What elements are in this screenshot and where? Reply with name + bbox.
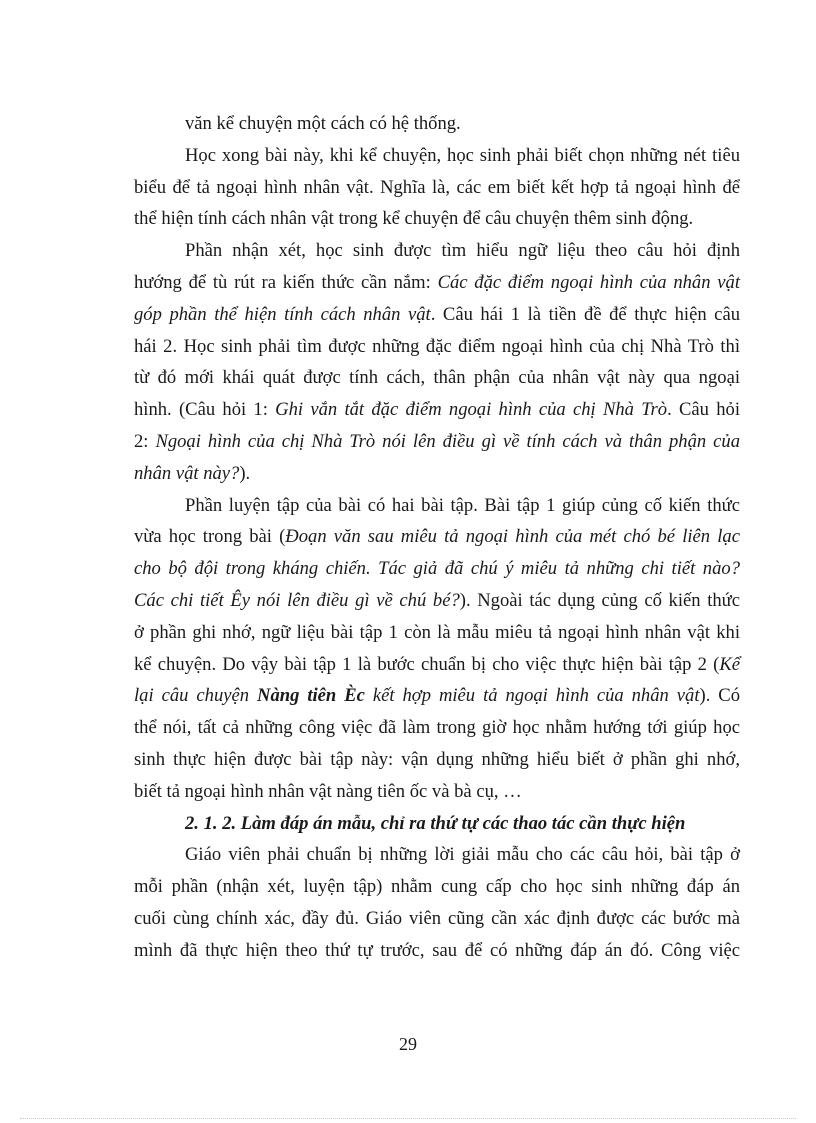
italic-span: Các chi tiết Êy nói lên điều gì về chú bé?: [134, 589, 460, 611]
text-span: hình. (Câu hỏi 1:: [134, 399, 276, 421]
italic-span: nhân vật này?: [134, 462, 240, 484]
paragraph-4-line-2: mỗi phần (nhận xét, luyện tập) nhằm cung cấp cho học sinh những đáp án: [134, 876, 740, 898]
bold-italic-span: [257, 685, 365, 706]
paragraph-3-line-1: Phần luyện tập của bài có hai bài tập. Bài tập 1 giúp củng cố kiến thức: [185, 494, 740, 516]
italic-span: góp phần thể hiện tính cách nhân vật: [134, 303, 431, 325]
text-span: 2:: [134, 430, 156, 452]
paragraph-1-line-3: thể hiện tính cách nhân vật trong kể chuyện để câu chuyện thêm sinh động.: [134, 208, 694, 230]
text-span: . Câu hái 1 là tiền đề để thực hiện câu: [430, 303, 740, 325]
paragraph-2-line-1: Phần nhận xét, học sinh được tìm hiểu ngữ liệu theo câu hỏi định: [185, 240, 740, 262]
italic-span: kết hợp miêu tả ngoại hình của nhân vật: [364, 685, 700, 707]
page-edge-divider: [20, 1118, 796, 1119]
text-span: hướng để tù rút ra kiến thức cần nắm:: [134, 271, 438, 293]
italic-span: Ngoại hình của chị Nhà Trò nói lên điều gì về tính cách và thân phận của: [155, 430, 740, 452]
italic-span: Kể: [719, 653, 740, 675]
paragraph-2-line-7: [134, 426, 740, 458]
italic-span: Các đặc điểm ngoại hình của nhân vật: [437, 271, 740, 293]
section-heading: 2. 1. 2. Làm đáp án mẫu, chỉ ra thứ tự các thao tác cần thực hiện: [185, 812, 686, 834]
text-span: văn kể chuyện một cách có hệ thống.: [185, 113, 461, 134]
paragraph-2-line-6: [134, 394, 740, 426]
paragraph-2-line-2: [134, 267, 740, 299]
text-span: . Câu hỏi: [667, 399, 740, 421]
paragraph-2-line-4: hái 2. Học sinh phải tìm được những đặc điểm ngoại hình của chị Nhà Trò thì: [134, 335, 740, 357]
paragraph-1-line-2: biểu để tả ngoại hình nhân vật. Nghĩa là, các em biết kết hợp tả ngoại hình để: [134, 176, 740, 198]
paragraph-3-line-2: [134, 521, 740, 553]
paragraph-3-line-9: sinh thực hiện được bài tập này: vận dụng những hiểu biết ở phần ghi nhớ,: [134, 748, 740, 770]
italic-span: Ghi vắn tắt đặc điểm ngoại hình của chị Nhà Trò: [275, 399, 668, 421]
text-span: vừa học trong bài (: [134, 526, 286, 548]
text-span: kể chuyện. Do vậy bài tập 1 là bước chuẩn bị cho việc thực hiện bài tập 2 (: [134, 653, 720, 675]
page-number: 29: [399, 1034, 417, 1054]
text-span: ). Ngoài tác dụng củng cố kiến thức: [459, 589, 740, 611]
paragraph-2-line-8: [134, 458, 740, 490]
paragraph-4-line-1: Giáo viên phải chuẩn bị những lời giải mẫu cho các câu hỏi, bài tập ở: [185, 844, 740, 866]
paragraph-3-line-7: [134, 680, 740, 712]
text-span: ).: [239, 462, 251, 484]
paragraph-1-line-1: Học xong bài này, khi kể chuyện, học sinh phải biết chọn những nét tiêu: [185, 144, 740, 166]
paragraph-2-line-5: từ đó mới khái quát được tính cách, thân phận của nhân vật này qua ngoại: [134, 367, 740, 389]
paragraph-4-line-4: mình đã thực hiện theo thứ tự trước, sau để có những đáp án đó. Công việc: [134, 939, 740, 961]
paragraph-4-line-3: cuối cùng chính xác, đầy đủ. Giáo viên cũng cần xác định được các bước mà: [134, 907, 740, 929]
italic-span: Đoạn văn sau miêu tả ngoại hình của mét chó bé liên lạc: [285, 526, 740, 548]
paragraph-3-line-4: [134, 585, 740, 617]
paragraph-3-line-5: ở phần ghi nhớ, ngữ liệu bài tập 1 còn là mẫu miêu tả ngoại hình nhân vật khi: [134, 621, 740, 643]
bold-title: Nàng tiên Èc: [257, 685, 365, 707]
paragraph-3-line-8: thể nói, tất cả những công việc đã làm trong giờ học nhằm hướng tới giúp học: [134, 717, 740, 739]
italic-span: lại câu chuyện: [134, 685, 258, 707]
italic-span: cho bộ đội trong kháng chiến. Tác giả đã chú ý miêu tả những chi tiết nào?: [134, 558, 740, 580]
paragraph-continuation-line: [134, 108, 740, 140]
paragraph-3-line-10: biết tả ngoại hình nhân vật nàng tiên ốc và bà cụ, …: [134, 780, 522, 802]
body-text: [134, 108, 740, 967]
paragraph-2-line-3: [134, 299, 740, 331]
text-span: ). Có: [699, 685, 740, 707]
paragraph-3-line-6: [134, 649, 740, 681]
paragraph-3-line-3: [134, 553, 740, 585]
